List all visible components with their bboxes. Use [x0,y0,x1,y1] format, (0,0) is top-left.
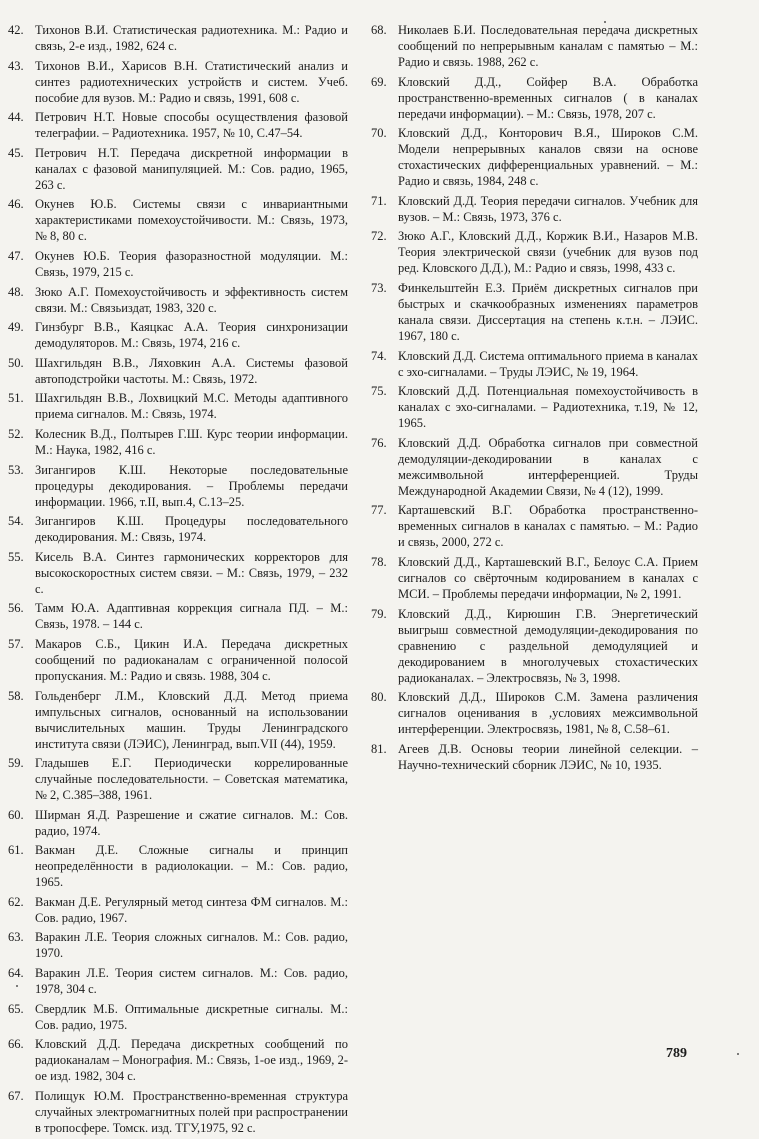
reference-entry [371,689,698,737]
reference-number: 54. [8,514,24,529]
reference-entry [371,348,698,380]
reference-text: Николаев Б.И. Последовательная передача дискретных сообщений по непрерывным каналам с памятью – М.: Радио и связь. 1988, 262 с. [398,23,698,69]
bibliography-left-column [8,22,348,1139]
reference-entry [8,22,348,54]
reference-entry [8,58,348,106]
reference-number: 75. [371,384,387,399]
reference-text: Тихонов В.И. Статистическая радиотехника. М.: Радио и связь, 2-е изд., 1982, 624 с. [35,23,348,53]
reference-entry [371,22,698,70]
reference-entry [8,600,348,632]
reference-text: Кловский Д.Д., Карташевский В.Г., Белоус С.А. Прием сигналов со свёрточным кодированием в каналах с МСИ. – Проблемы передачи информации, № 2, 1991. [398,554,698,601]
reference-text: Варакин Л.Е. Теория сложных сигналов. М.: Сов. радио, 1970. [35,930,348,961]
reference-entry [371,74,698,122]
reference-number: 70. [371,126,387,141]
reference-text: Зигангиров К.Ш. Процедуры последовательного декодирования. М.: Связь, 1974. [35,514,348,545]
reference-entry [8,965,348,997]
reference-number: 71. [371,193,387,208]
reference-entry [371,606,698,686]
reference-text: Кловский Д.Д. Теория передачи сигналов. Учебник для вузов. – М.: Связь, 1973, 376 с. [398,193,698,224]
reference-text: Финкельштейн Е.З. Приём дискретных сигналов при быстрых и скачкообразных изменениях параметров канала связи. Диссертация на степень к.т.н. – ЛЭИС. 1967, 180 с. [398,280,698,343]
reference-entry [8,109,348,141]
reference-number: 46. [8,197,24,212]
reference-number: 72. [371,229,387,244]
reference-text: Ширман Я.Д. Разрешение и сжатие сигналов. М.: Сов. радио, 1974. [35,807,348,838]
reference-number: 51. [8,391,24,406]
reference-number: 55. [8,549,24,564]
reference-number: 74. [371,348,387,363]
page-number: 789 [666,1046,687,1061]
reference-entry [8,284,348,316]
reference-text: Вакман Д.Е. Регулярный метод синтеза ФМ сигналов. М.: Сов. радио, 1967. [35,894,348,925]
reference-text: Гладышев Е.Г. Периодически коррелированные случайные последовательности. – Советская математика, № 2, С.385–388, 1961. [35,756,348,803]
reference-entry [371,228,698,276]
reference-number: 65. [8,1001,24,1016]
reference-text: Зюко А.Г., Кловский Д.Д., Коржик В.И., Назаров М.В. Теория электрической связи (учебник для вузов под ред. Кловского Д.Д.), М.: Радио и связь, 1998, 433 с. [398,229,698,276]
reference-number: 43. [8,58,24,73]
reference-entry [8,390,348,422]
reference-number: 42. [8,23,24,37]
reference-entry [8,462,348,510]
reference-entry [8,894,348,926]
reference-text: Тамм Ю.А. Адаптивная коррекция сигнала ПД. – М.: Связь, 1978. – 144 с. [35,601,348,632]
reference-text: Кловский Д.Д. Обработка сигналов при совместной демодуляции-декодировании в каналах с межсимвольной интерференцией. Труды Международной Академии Связи, № 4 (12), 1999. [398,435,698,498]
reference-text: Гинзбург В.В., Каяцкас А.А. Теория синхронизации демодуляторов. М.: Связь, 1974, 216 с. [35,320,348,351]
reference-text: Варакин Л.Е. Теория систем сигналов. М.: Сов. радио, 1978, 304 с. [35,966,348,997]
reference-entry [8,513,348,545]
reference-text: Макаров С.Б., Цикин И.А. Передача дискретных сообщений по радиоканалам с ограниченной полосой пропускания. М.: Радио и связь. 1988, 304 с. [35,636,348,683]
reference-text: Шахгильдян В.В., Ляховкин А.А. Системы фазовой автоподстройки частоты. М.: Связь, 1972. [35,355,348,386]
reference-number: 59. [8,756,24,771]
reference-text: Кловский Д.Д., Широков С.М. Замена различения сигналов оценивания в ,условиях межсимвольной интерференции. Электросвязь, 1981, № 8, С.58–61. [398,690,698,737]
reference-number: 67. [8,1088,24,1103]
reference-text: Шахгильдян В.В., Лохвицкий М.С. Методы адаптивного приема сигналов. М.: Связь, 1974. [35,391,348,422]
scan-speck [737,1053,739,1055]
reference-entry [8,426,348,458]
reference-entry [8,248,348,280]
reference-number: 44. [8,110,24,125]
reference-text: Петрович Н.Т. Передача дискретной информации в каналах с фазовой манипуляцией. М.: Сов. радио, 1965, 263 с. [35,145,348,192]
reference-number: 48. [8,284,24,299]
reference-number: 81. [371,741,387,756]
reference-text: Свердлик М.Б. Оптимальные дискретные сигналы. М.: Сов. радио, 1975. [35,1001,348,1032]
reference-number: 61. [8,843,24,858]
reference-text: Кловский Д.Д. Система оптимального приема в каналах с эхо-сигналами. – Труды ЛЭИС, № 19, 1964. [398,348,698,379]
reference-entry [371,280,698,344]
scan-speck [16,985,18,987]
reference-entry [371,554,698,602]
reference-entry [8,842,348,890]
reference-number: 76. [371,435,387,450]
reference-entry [8,1001,348,1033]
reference-number: 50. [8,355,24,370]
reference-entry [371,125,698,189]
reference-number: 73. [371,280,387,295]
reference-text: Кловский Д.Д., Сойфер В.А. Обработка пространственно-временных сигналов ( в каналах передачи информации). – М.: Связь, 1978, 207 с. [398,74,698,121]
reference-number: 53. [8,462,24,477]
reference-number: 80. [371,690,387,705]
bibliography-right-column [371,22,698,776]
reference-entry [371,383,698,431]
reference-text: Колесник В.Д., Полтырев Г.Ш. Курс теории информации. М.: Наука, 1982, 416 с. [35,426,348,457]
reference-number: 79. [371,606,387,621]
reference-text: Кловский Д.Д. Передача дискретных сообщений по радиоканалам – Монография. М.: Связь, 1-ое изд., 1969, 2-ое изд. 1982, 304 с. [35,1037,348,1084]
reference-entry [8,755,348,803]
reference-number: 63. [8,930,24,945]
reference-entry [8,355,348,387]
reference-text: Окунев Ю.Б. Системы связи с инвариантными характеристиками помехоустойчивости. М.: Связь, 1973, № 8, 80 с. [35,197,348,244]
reference-number: 68. [371,23,387,37]
reference-number: 78. [371,554,387,569]
reference-text: Вакман Д.Е. Сложные сигналы и принцип неопределённости в радиолокации. – М.: Сов. радио, 1965. [35,843,348,890]
reference-text: Кловский Д.Д., Кирюшин Г.В. Энергетический выигрыш совместной демодуляции-декодирования по сравнению с раздельной демодуляцией и декодированием в многолучевых стохастических радиоканалах. – Электросвязь, № 3, 1998. [398,606,698,685]
reference-entry [8,929,348,961]
reference-text: Зигангиров К.Ш. Некоторые последовательные процедуры декодирования. – Проблемы передачи информации. 1966, т.II, вып.4, С.13–25. [35,462,348,509]
reference-number: 49. [8,320,24,335]
reference-text: Окунев Ю.Б. Теория фазоразностной модуляции. М.: Связь, 1979, 215 с. [35,248,348,279]
reference-text: Кловский Д.Д. Потенциальная помехоустойчивость в каналах с эхо-сигналами. – Радиотехника, т.19, № 12, 1965. [398,384,698,431]
reference-entry [8,688,348,752]
reference-text: Гольденберг Л.М., Кловский Д.Д. Метод приема импульсных сигналов, основанный на использовании вычислительных машин. Труды Ленинградского института связи (ЛЭИС), Ленинград, вып.VII (44), 1959. [35,688,348,751]
reference-entry [8,145,348,193]
reference-number: 52. [8,426,24,441]
reference-text: Кисель В.А. Синтез гармонических корректоров для высокоскоростных систем связи. – М.: Связь, 1979, – 232 с. [35,549,348,596]
reference-number: 57. [8,636,24,651]
reference-number: 60. [8,807,24,822]
reference-text: Кловский Д.Д., Конторович В.Я., Широков С.М. Модели непрерывных каналов связи на основе стохастических дифференциальных уравнений. – М.: Радио и связь, 1984, 248 с. [398,126,698,189]
reference-entry [8,196,348,244]
reference-entry [371,435,698,499]
reference-text: Тихонов В.И., Харисов В.Н. Статистический анализ и синтез радиотехнических устройств и систем. Учеб. пособие для вузов. М.: Радио и связь, 1991, 608 с. [35,58,348,105]
reference-entry [8,1088,348,1136]
reference-entry [8,549,348,597]
reference-entry [371,741,698,773]
reference-entry [8,1036,348,1084]
reference-entry [371,502,698,550]
scan-speck [604,21,606,23]
reference-number: 66. [8,1037,24,1052]
reference-number: 62. [8,894,24,909]
reference-text: Агеев Д.В. Основы теории линейной селекции. – Научно-технический сборник ЛЭИС, № 10, 1935. [398,741,698,772]
reference-entry [8,636,348,684]
reference-number: 77. [371,503,387,518]
reference-number: 45. [8,145,24,160]
reference-text: Карташевский В.Г. Обработка пространственно-временных сигналов в каналах с памятью. – М.: Радио и связь, 2000, 272 с. [398,503,698,550]
reference-number: 58. [8,688,24,703]
reference-text: Полищук Ю.М. Пространственно-временная структура случайных электромагнитных полей при распространении в тропосфере. Томск. изд. ТГУ,1975, 92 с. [35,1088,348,1135]
reference-number: 56. [8,601,24,616]
reference-entry [8,807,348,839]
reference-number: 64. [8,966,24,981]
reference-number: 69. [371,74,387,89]
reference-entry [371,193,698,225]
reference-number: 47. [8,248,24,263]
reference-text: Зюко А.Г. Помехоустойчивость и эффективность систем связи. М.: Связьиздат, 1983, 320 с. [35,284,348,315]
reference-text: Петрович Н.Т. Новые способы осуществления фазовой телеграфии. – Радиотехника. 1957, № 10, С.47–54. [35,110,348,141]
reference-entry [8,319,348,351]
